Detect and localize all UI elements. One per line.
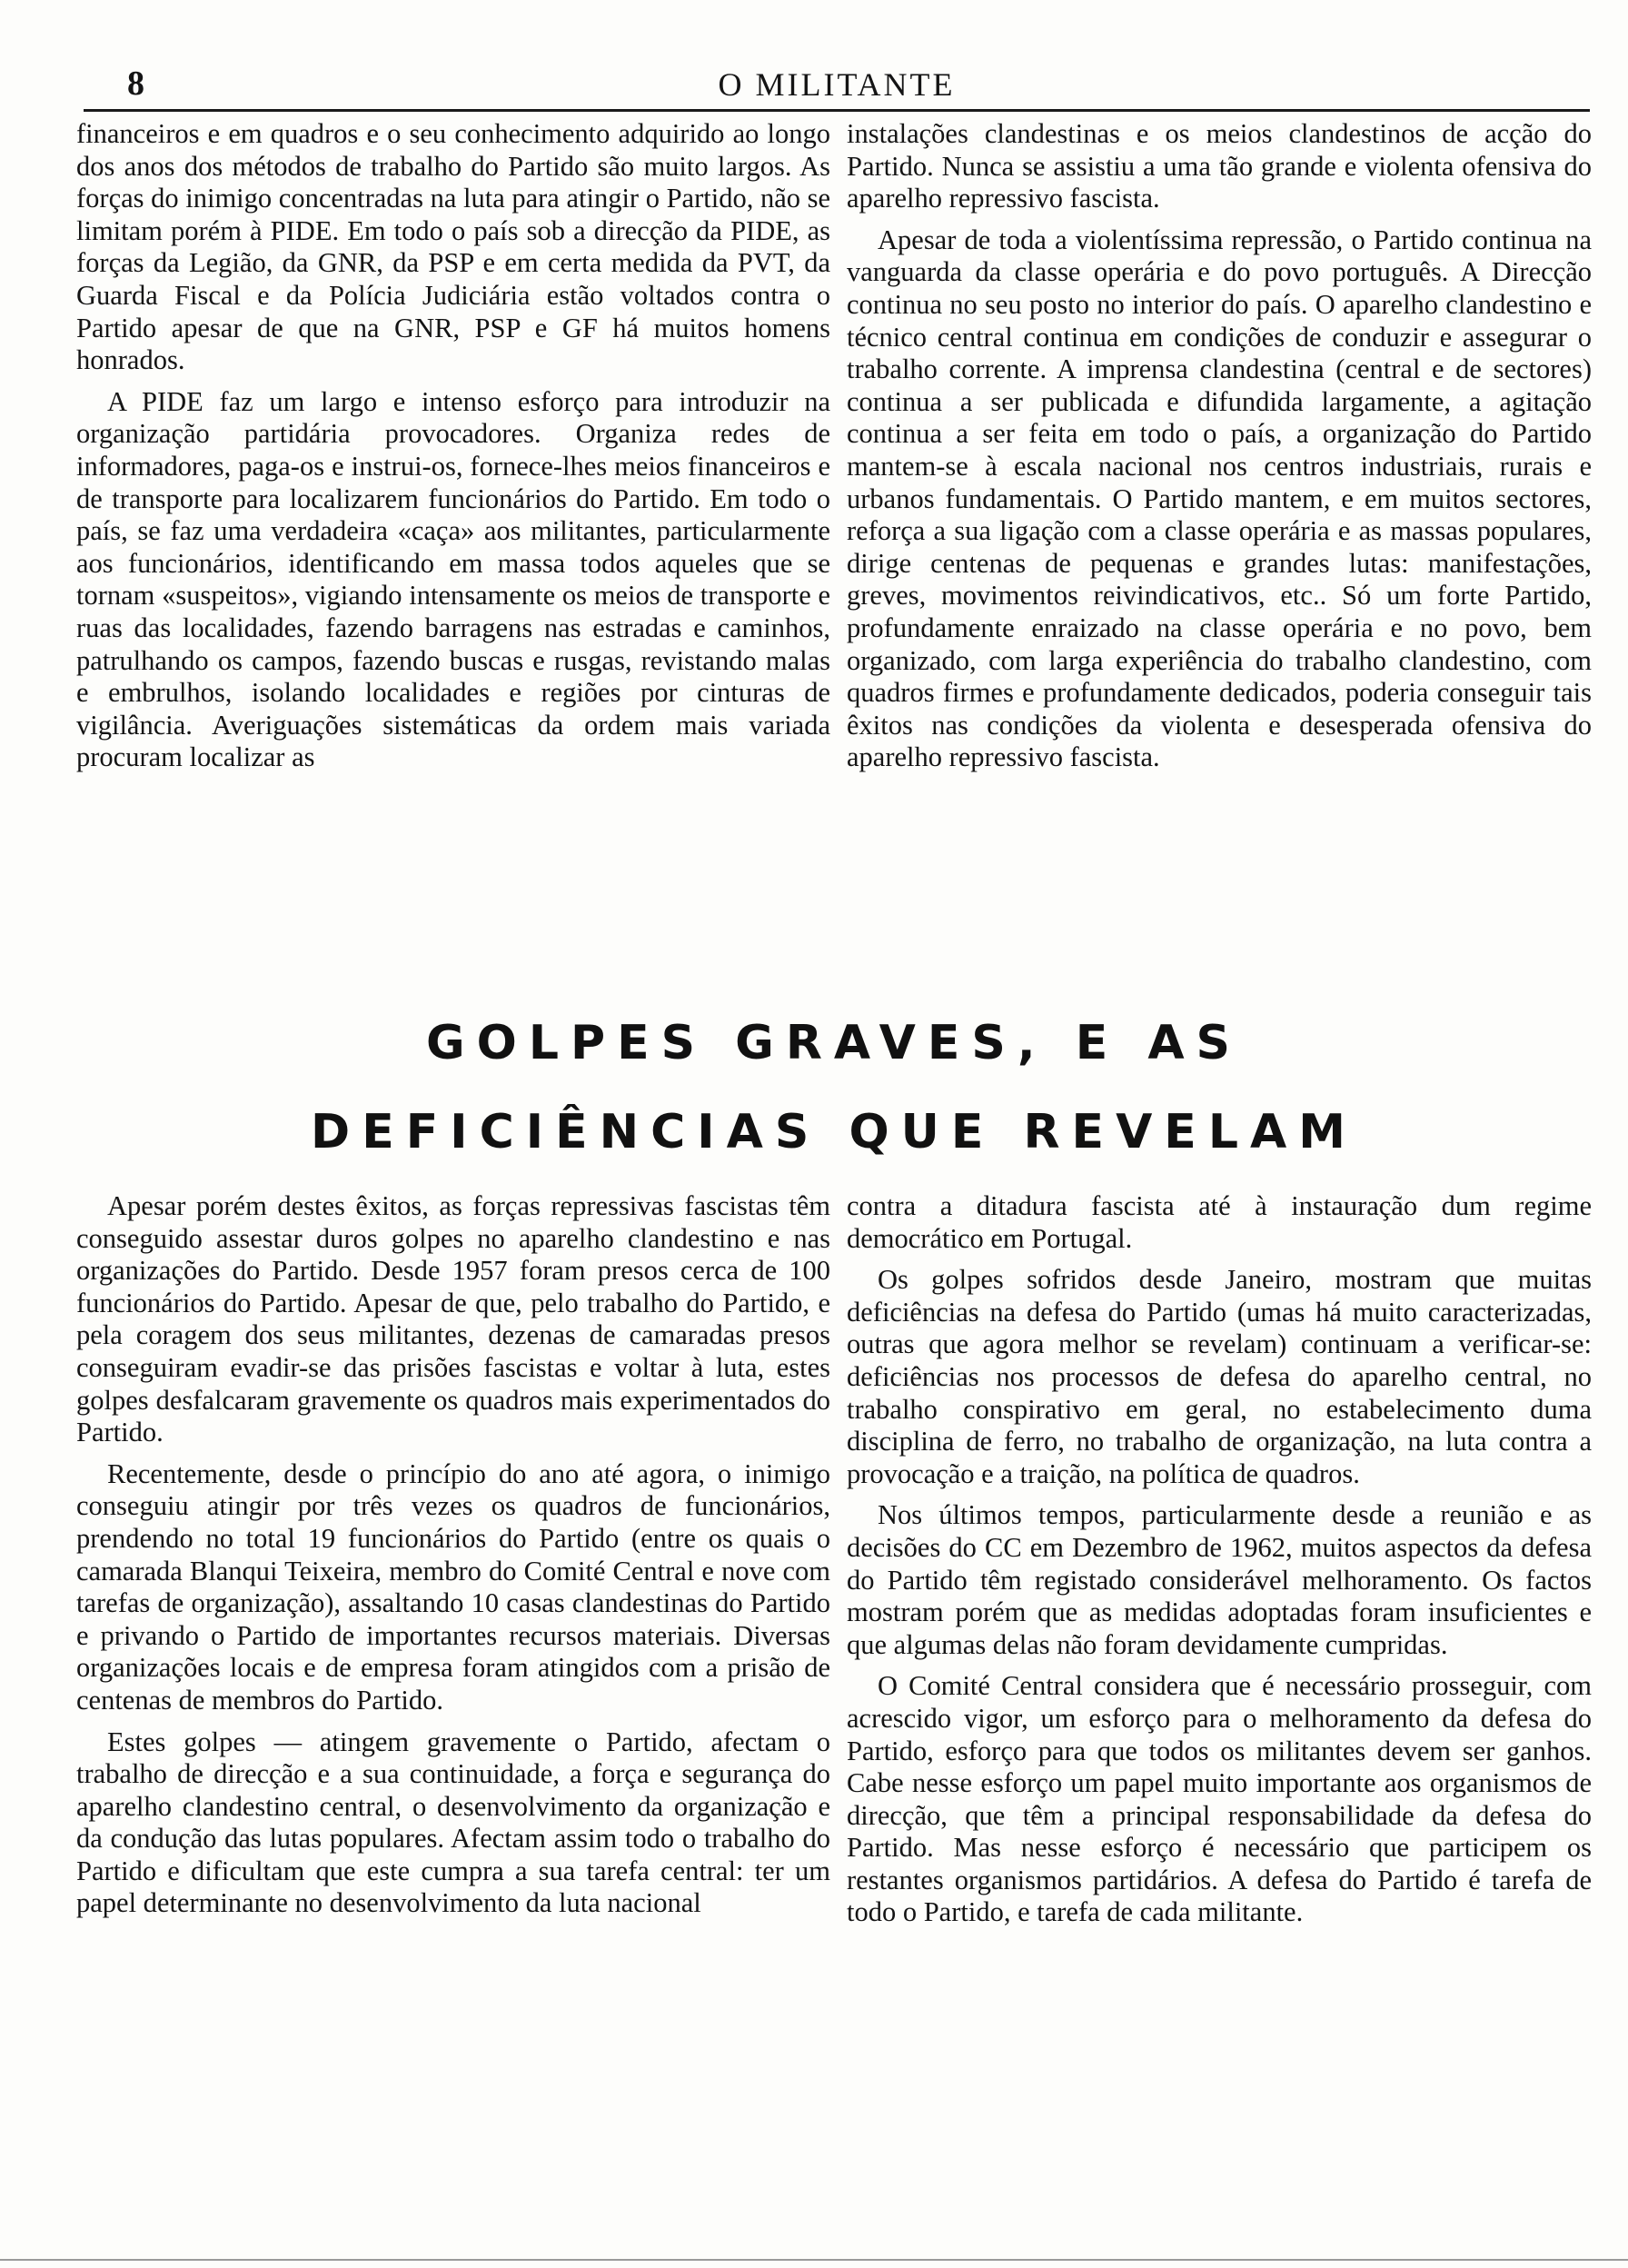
page-bottom-edge — [0, 2259, 1628, 2261]
running-head — [84, 64, 1590, 114]
paragraph: Estes golpes — atingem gravemente o Partido, afectam o trabalho de direcção e a sua continuidade, a força e segurança do aparelho clandestino central, o desenvolvimento da organização e da condução das lutas populares. Afectam assim todo o trabalho do Partido e dificultam que este cumpra a sua tarefa central: ter um papel determinante no desenvolvimento da luta nacional — [76, 1726, 830, 1919]
paragraph: Os golpes sofridos desde Janeiro, mostram que muitas deficiências na defesa do Partido (umas há muito caracterizadas, outras que agora melhor se revelam) continuam a verificar-se: deficiências nos processos de defesa do aparelho central, no trabalho conspirativo em geral, no estabelecimento duma disciplina de ferro, no trabalho de organização, na luta contra a provocação e a traição, na política de quadros. — [847, 1264, 1592, 1489]
paragraph: O Comité Central considera que é necessário prosseguir, com acrescido vigor, um esforço para o melhoramento da defesa do Partido, esforço para que todos os militantes devem ser ganhos. Cabe nesse esforço um papel muito importante aos organismos de direcção, que têm a principal responsabilidade da defesa do Partido. Mas nesse esforço é necessário que participem os restantes organismos partidários. A defesa do Partido é tarefa de todo o Partido, e tarefa de cada militante. — [847, 1670, 1592, 1928]
paragraph: financeiros e em quadros e o seu conhecimento adquirido ao longo dos anos dos métodos de trabalho do Partido são muito largos. As forças do inimigo concentradas na luta para atingir o Partido, não se limitam porém à PIDE. Em todo o país sob a direcção da PIDE, as forças da Legião, da GNR, da PSP e em certa medida da PVT, da Guarda Fiscal e da Polícia Judiciária estão voltados contra o Partido apesar de que na GNR, PSP e GF há muitos homens honrados. — [76, 118, 831, 376]
paragraph: A PIDE faz um largo e intenso esforço para introduzir na organização partidária provocadores. Organiza redes de informadores, paga-os e instrui-os, fornece-lhes meios financeiros e de transporte para localizarem funcionários do Partido. Em todo o país, se faz uma verdadeira «caça» aos militantes, particularmente aos funcionários, identificando em massa todos aqueles que se tornam «suspeitos», vigiando intensamente os meios de transporte e ruas das localidades, fazendo barragens nas estradas e caminhos, patrulhando os campos, fazendo buscas e rusgas, revistando malas e embrulhos, isolando localidades e regiões por cinturas de vigilância. Averiguações sistemáticas da ordem mais variada procuram localizar as — [76, 385, 830, 773]
paragraph: Apesar porém destes êxitos, as forças repressivas fascistas têm conseguido assestar duros golpes no aparelho clandestino e nas organizações do Partido. Desde 1957 foram presos cerca de 100 funcionários do Partido. Apesar de que, pelo trabalho do Partido, e pela coragem dos seus militantes, dezenas de camaradas presos conseguiram evadir-se das prisões fascistas e voltar à luta, estes golpes desfalcaram gravemente os quadros mais experimentados do Partido. — [76, 1190, 830, 1448]
top-left-column — [76, 118, 830, 783]
article-headline-line-2: DEFICIÊNCIAS QUE REVELAM — [311, 1105, 1357, 1159]
bottom-right-column — [847, 1190, 1592, 1938]
paragraph: instalações clandestinas e os meios clandestinos de acção do Partido. Nunca se assistiu a uma tão grande e violenta ofensiva do aparelho repressivo fascista. — [847, 118, 1592, 214]
paragraph: Nos últimos tempos, particularmente desde a reunião e as decisões do CC em Dezembro de 1962, muitos aspectos da defesa do Partido têm registado considerável melhoramento. Os factos mostram porém que as medidas adoptadas foram insuficientes e que algumas delas não foram devidamente cumpridas. — [847, 1499, 1592, 1660]
journal-title: O MILITANTE — [718, 66, 956, 103]
paragraph: Recentemente, desde o princípio do ano até agora, o inimigo conseguiu atingir por três vezes os quadros de funcionários, prendendo no total 19 funcionários do Partido (entre os quais o camarada Blanqui Teixeira, membro do Comité Central e nove com tarefas de organização), assaltando 10 casas clandestinas do Partido e privando o Partido de importantes recursos materiais. Diversas organizações locais e de empresa foram atingidos com a prisão de centenas de membros do Partido. — [76, 1457, 830, 1716]
article-headline-line-1: GOLPES GRAVES, E AS — [425, 1016, 1243, 1070]
header-rule — [84, 109, 1590, 112]
paragraph: Apesar de toda a violentíssima repressão, o Partido continua na vanguarda da classe operária e do povo português. A Direcção continua no seu posto no interior do país. O aparelho clandestino e técnico central continua em condições de conduzir e assegurar o trabalho corrente. A imprensa clandestina (central e de sectores) continua a ser publicada e difundida largamente, a agitação continua a ser feita em todo o país, a organização do Partido mantem-se à escala nacional nos centros industriais, rurais e urbanos fundamentais. O Partido mantem, e em muitos sectores, reforça a sua ligação com a classe operária e as massas populares, dirige centenas de pequenas e grandes lutas: manifestações, greves, movimentos reivindicativos, etc.. Só um forte Partido, profundamente enraizado na classe operária e no povo, bem organizado, com larga experiência do trabalho clandestino, com quadros firmes e profundamente dedicados, poderia conseguir tais êxitos nas condições da violenta e desesperada ofensiva do aparelho repressivo fascista. — [847, 224, 1592, 773]
page-number: 8 — [127, 65, 144, 103]
top-right-column — [847, 118, 1592, 783]
bottom-left-column — [76, 1190, 830, 1929]
paragraph: contra a ditadura fascista até à instauração dum regime democrático em Portugal. — [847, 1190, 1592, 1254]
